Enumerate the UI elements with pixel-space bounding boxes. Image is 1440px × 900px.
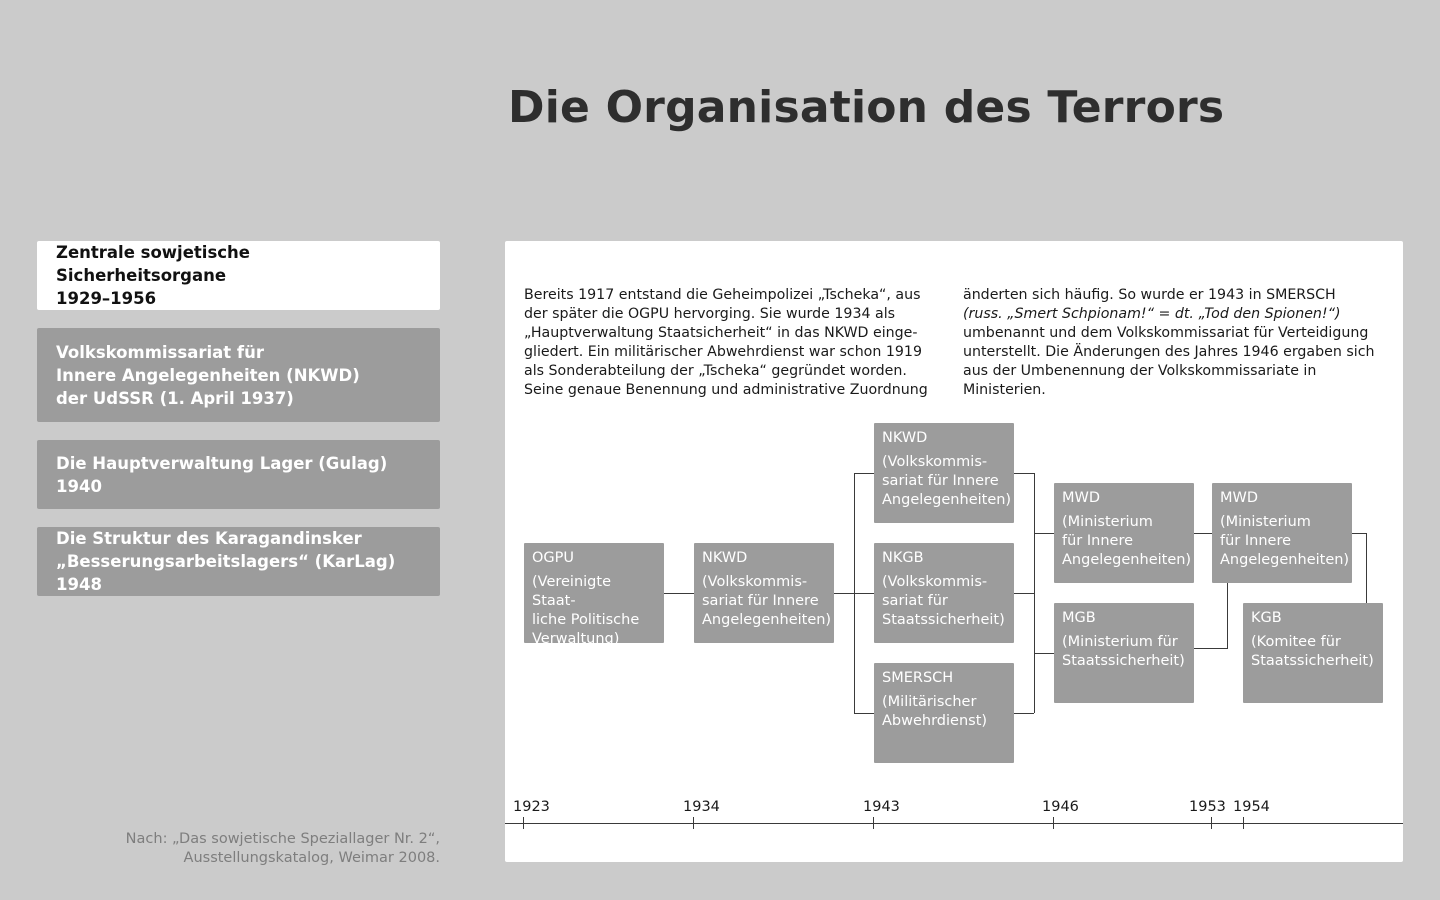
connector-nkwd2-out <box>1014 473 1034 474</box>
intro-right-italic: (russ. „Smert Schpionam!“ = dt. „Tod den Spionen!“) <box>963 306 1341 322</box>
connector-to-mwd1 <box>1034 533 1054 534</box>
org-box-mwd-1946 <box>1054 483 1194 583</box>
intro-right-part-2: umbenannt und dem Volkskommissariat für Verteidigung unterstellt. Die Änderungen des Jahres 1946 ergaben sich aus der Umbenennung der Volkskommissariate in Ministerien. <box>963 325 1375 398</box>
timeline-year-1954: 1954 <box>1233 799 1270 815</box>
page-title: Die Organisation des Terrors <box>508 82 1225 133</box>
connector-to-nkwd2 <box>854 473 874 474</box>
nav-item-gulag-1940[interactable]: Die Hauptverwaltung Lager (Gulag) 1940 <box>37 440 440 509</box>
timeline-year-1934: 1934 <box>683 799 720 815</box>
org-box-mwd-1953 <box>1212 483 1352 583</box>
timeline-year-1943: 1943 <box>863 799 900 815</box>
connector-smersch-out <box>1014 713 1034 714</box>
timeline-year-1953: 1953 <box>1189 799 1226 815</box>
org-box-ogpu <box>524 543 664 647</box>
timeline-tick-1954 <box>1243 817 1244 829</box>
org-abbr: MGB <box>1062 610 1096 626</box>
org-full-name: (Militärischer Abwehrdienst) <box>882 694 988 729</box>
connector-mgb-out <box>1194 648 1228 649</box>
timeline-tick-1943 <box>873 817 874 829</box>
connector-ogpu-nkwd <box>664 593 694 594</box>
nav-item-karlag-1948[interactable]: Die Struktur des Karagandinsker „Besserungsarbeitslagers“ (KarLag) 1948 <box>37 527 440 596</box>
org-full-name: (Volkskommis- sariat für Innere Angelegenheiten) <box>702 574 832 628</box>
connector-to-mgb <box>1034 653 1054 654</box>
org-full-name: (Volkskommis- sariat für Staatssicherheit) <box>882 574 1005 628</box>
intro-text-left: Bereits 1917 entstand die Geheimpolizei „Tscheka“, aus der später die OGPU hervorging. Sie wurde 1934 als „Hauptverwaltung Staatsicherheit“ in das NKWD eingegliedert. Ein militärischer Abwehrdienst war schon 1919 als Sonderabteilung der „Tscheka“ gegründet worden. Seine genaue Benennung und administrative Zuordnung <box>524 287 928 398</box>
timeline-tick-1934 <box>693 817 694 829</box>
timeline-year-1923: 1923 <box>513 799 550 815</box>
timeline-year-1946: 1946 <box>1042 799 1079 815</box>
diagram-panel <box>505 241 1403 862</box>
org-full-name: (Vereinigte Staat- liche Politische Verwaltung) <box>532 574 640 647</box>
org-full-name: (Ministerium für Innere Angelegenheiten) <box>1062 514 1192 568</box>
org-box-nkgb <box>874 543 1014 643</box>
nav-item-nkwd-1937[interactable]: Volkskommissariat für Innere Angelegenheiten (NKWD) der UdSSR (1. April 1937) <box>37 328 440 422</box>
org-abbr: KGB <box>1251 610 1282 626</box>
org-abbr: NKWD <box>882 430 928 446</box>
connector-to-smersch <box>854 713 874 714</box>
intro-text-right <box>963 286 1388 400</box>
connector-mgb-up <box>1227 583 1228 649</box>
org-box-mgb <box>1054 603 1194 703</box>
connector-mwd1-mwd2 <box>1194 533 1212 534</box>
org-abbr: NKGB <box>882 550 924 566</box>
org-full-name: (Ministerium für Innere Angelegenheiten) <box>1220 514 1350 568</box>
org-box-nkwd-1943 <box>874 423 1014 523</box>
timeline-axis <box>505 823 1403 824</box>
connector-to-kgb <box>1366 533 1367 603</box>
org-abbr: MWD <box>1220 490 1259 506</box>
org-abbr: SMERSCH <box>882 670 954 686</box>
intro-right-part-1: änderten sich häufig. So wurde er 1943 in SMERSCH <box>963 287 1336 303</box>
org-box-smersch <box>874 663 1014 763</box>
org-abbr: NKWD <box>702 550 748 566</box>
org-full-name: (Ministerium für Staatssicherheit) <box>1062 634 1185 669</box>
org-full-name: (Volkskommis- sariat für Innere Angelegenheiten) <box>882 454 1012 508</box>
timeline-tick-1953 <box>1211 817 1212 829</box>
timeline-tick-1946 <box>1053 817 1054 829</box>
org-box-nkwd-1934 <box>694 543 834 643</box>
source-note: Nach: „Das sowjetische Speziallager Nr. 2“, Ausstellungskatalog, Weimar 2008. <box>125 831 440 866</box>
org-full-name: (Komitee für Staatssicherheit) <box>1251 634 1374 669</box>
org-box-kgb <box>1243 603 1383 703</box>
nav-item-zentrale-sicherheitsorgane[interactable]: Zentrale sowjetische Sicherheitsorgane 1929–1956 <box>37 241 440 310</box>
connector-branch-vertical-1943 <box>854 473 855 713</box>
org-abbr: OGPU <box>532 550 575 566</box>
org-abbr: MWD <box>1062 490 1101 506</box>
connector-nkgb-out <box>1014 593 1034 594</box>
connector-mwd2-out <box>1352 533 1367 534</box>
timeline-tick-1923 <box>523 817 524 829</box>
